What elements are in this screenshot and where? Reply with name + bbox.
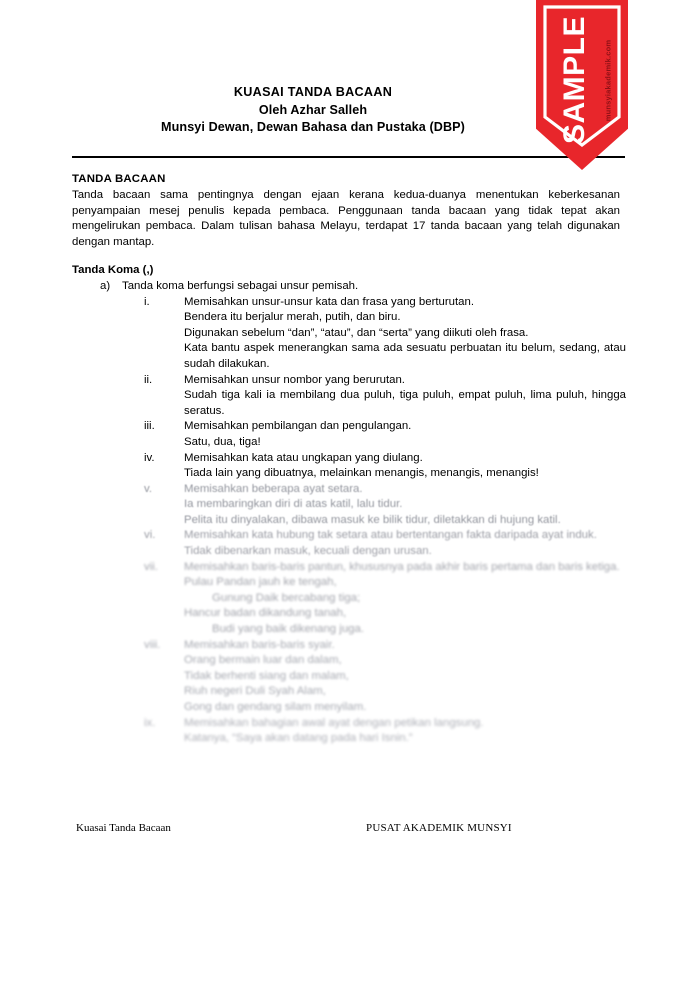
roman-list-content [184,373,626,420]
roman-list-item [72,716,626,747]
roman-list-item [72,528,626,559]
example-sentence: Ia membaringkan diri di atas katil, lalu tidur. [184,498,403,511]
list-text-a: Tanda koma berfungsi sebagai unsur pemisah. [122,279,359,292]
roman-list-content [184,638,626,716]
roman-list-marker: vii. [144,560,158,573]
example-sentence: Tiada lain yang dibuatnya, melainkan menangis, menangis, menangis! [184,467,539,480]
example-sentence: Pulau Pandan jauh ke tengah, [184,576,337,589]
roman-list-marker: vi. [144,529,156,542]
example-sentence: Hancur badan dikandung tanah, [184,607,347,620]
rule-text: Memisahkan unsur nombor yang berurutan. [184,373,405,386]
roman-list-item [72,373,626,420]
example-sentence: Kata bantu aspek menerangkan sama ada sesuatu perbuatan itu belum, sedang, atau sudah dilakukan. [184,342,626,370]
subsection-heading: Tanda Koma (,) [72,264,154,277]
roman-list-content [184,295,626,373]
example-sentence: Pelita itu dinyalakan, dibawa masuk ke bilik tidur, diletakkan di hujung katil. [184,513,561,526]
footer-left-text: Kuasai Tanda Bacaan [76,822,171,834]
roman-list-marker: v. [144,482,153,495]
roman-list-content [184,482,626,529]
roman-list-marker: i. [144,295,150,308]
example-sentence: Bendera itu berjalur merah, putih, dan biru. [184,311,401,324]
roman-list-marker: viii. [144,638,161,651]
example-sentence: Tidak dibenarkan masuk, kecuali dengan urusan. [184,545,432,558]
roman-list-item [72,451,626,482]
rule-text: Memisahkan unsur-unsur kata dan frasa yang berturutan. [184,295,474,308]
example-sentence: Tidak berhenti siang dan malam, [184,669,349,682]
roman-list-content [184,419,626,450]
affiliation-line: Munsyi Dewan, Dewan Bahasa dan Pustaka (DBP) [161,120,465,134]
rule-text: Memisahkan bahagian awal ayat dengan petikan langsung. [184,716,484,729]
rule-text: Memisahkan beberapa ayat setara. [184,482,363,495]
page-footer [76,822,576,834]
example-sentence: Gunung Daik bercabang tiga; [212,591,361,604]
example-sentence: Katanya, “Saya akan datang pada hari Isnin.” [184,732,413,745]
footer-right-text: PUSAT AKADEMIK MUNSYI [366,822,512,834]
rule-text: Memisahkan pembilangan dan pengulangan. [184,420,412,433]
roman-list-content [184,560,626,638]
example-sentence: Budi yang baik dikenang juga. [212,623,364,636]
document-header [72,84,554,137]
roman-list-item [72,419,626,450]
example-sentence: Riuh negeri Duli Syah Alam, [184,685,326,698]
list-item-a [72,279,626,295]
rule-text: Memisahkan baris-baris syair. [184,638,335,651]
rule-text: Memisahkan baris-baris pantun, khususnya pada akhir baris pertama dan baris ketiga. [184,560,620,573]
page-title: KUASAI TANDA BACAAN [233,85,393,99]
roman-list-content [184,716,626,747]
roman-list-item [72,560,626,638]
example-sentence: Digunakan sebelum “dan”, “atau”, dan “serta” yang diikuti oleh frasa. [184,326,529,339]
rule-text: Memisahkan kata atau ungkapan yang diulang. [184,451,423,464]
sample-watermark-url: munsyiakademik.com [603,39,613,121]
roman-list-item [72,638,626,716]
roman-list-content [184,451,626,482]
section-heading: TANDA BACAAN [72,173,166,185]
roman-list-marker: iii. [144,420,155,433]
example-sentence: Gong dan gendang silam menyilam. [184,701,367,713]
roman-numeral-list [72,295,626,747]
roman-list-content [184,528,626,559]
example-sentence: Orang bermain luar dan dalam, [184,654,342,667]
list-marker-a: a) [100,279,111,292]
intro-paragraph: Tanda bacaan sama pentingnya dengan ejaan kerana kedua-duanya menentukan keberkesanan penyampaian mesej penulis kepada pembaca. Penggunaan tanda bacaan yang tidak tepat akan mengelirukan pembaca. Dalam tulisan bahasa Melayu, terdapat 17 tanda bacaan yang telah digunakan dengan mantap. [72,189,620,248]
paragraph-spacer [72,250,626,263]
example-sentence: Sudah tiga kali ia membilang dua puluh, tiga puluh, empat puluh, lima puluh, hingga seratus. [184,389,626,417]
roman-list-item [72,295,626,373]
roman-list-marker: ii. [144,373,153,386]
roman-list-item [72,482,626,529]
rule-text: Memisahkan kata hubung tak setara atau bertentangan fakta daripada ayat induk. [184,529,597,542]
roman-list-marker: iv. [144,451,155,464]
author-line: Oleh Azhar Salleh [258,102,368,117]
sample-word: SAMPLE [558,15,592,145]
document-body [72,172,626,747]
roman-list-marker: ix. [144,716,156,729]
example-sentence: Satu, dua, tiga! [184,435,261,448]
